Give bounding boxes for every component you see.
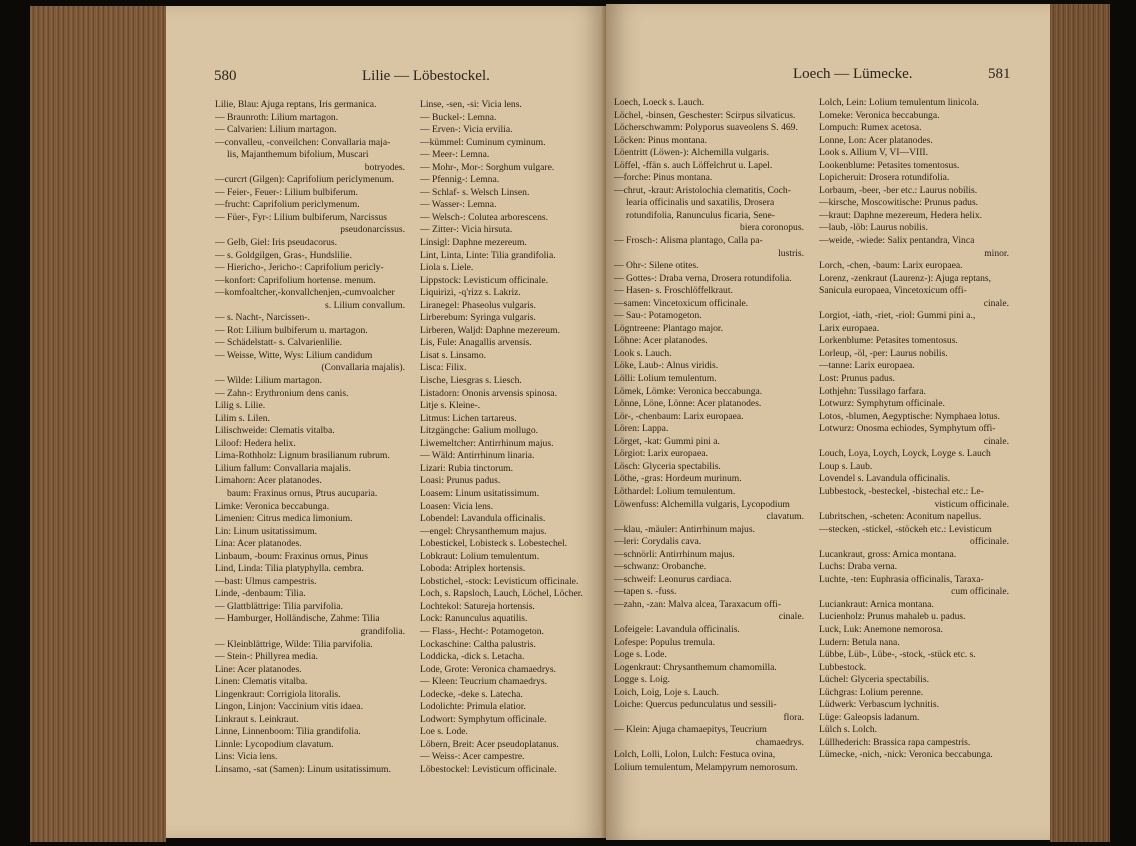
dictionary-entry-line: Lolch, Lein: Lolium temulentum linicola.	[819, 97, 979, 108]
dictionary-entry-line: Lönne, Löne, Lönne: Acer platanodes.	[614, 398, 762, 410]
dictionary-entry-line: Lüllhederich: Brassica rapa campestris.	[819, 736, 971, 748]
dictionary-entry-line: Lülch s. Lolch.	[819, 724, 878, 736]
dictionary-entry-line: Lüge: Galeopsis ladanum.	[819, 711, 920, 723]
dictionary-entry-line: officinale.	[970, 536, 1009, 548]
dictionary-entry-line: Lilim s. Lilen.	[215, 412, 270, 424]
dictionary-entry-line: Lolium temulentum, Melampyrum nemorosum.	[614, 761, 798, 773]
dictionary-entry-line: Lockaschine: Caltha palustris.	[420, 638, 536, 650]
dictionary-entry-line: Lorch, -chen, -baum: Larix europaea.	[819, 260, 963, 272]
right-page-number: 581	[988, 66, 1011, 82]
dictionary-entry-line: Lirberen, Waljd: Daphne mezereum.	[420, 324, 560, 336]
dictionary-entry-line: Lint, Linta, Linte: Tilia grandifolia.	[420, 249, 556, 261]
dictionary-entry-line: Lilig s. Lilie.	[215, 400, 266, 412]
dictionary-entry-line: — Füer-, Fyr-: Lilium bulbiferum, Narcissus	[215, 211, 388, 223]
dictionary-entry-line: Löffel, -ffän s. auch Löffelchrut u. Lapel.	[614, 159, 773, 171]
dictionary-entry-line: —schwanz: Orobanche.	[614, 561, 707, 573]
dictionary-entry-line: Liranegel: Phaseolus vulgaris.	[420, 299, 536, 311]
right-running-head: Loech — Lümecke.	[793, 66, 913, 82]
dictionary-entry-line: Liwemeltcher: Antirrhinum majus.	[420, 437, 554, 449]
dictionary-entry-line: Limenien: Citrus medica limonium.	[215, 513, 353, 525]
dictionary-entry-line: — Kleen: Teucrium chamaedrys.	[420, 676, 548, 688]
dictionary-entry-line: Löthardel: Lolium temulentum.	[614, 485, 736, 497]
dictionary-entry-line: cum officinale.	[951, 586, 1009, 598]
dictionary-entry-line: Logge s. Loig.	[614, 674, 670, 686]
dictionary-entry-line: Lodecke, -deke s. Latecha.	[420, 688, 523, 700]
dictionary-entry-line: Lizari: Rubia tinctorum.	[420, 462, 513, 474]
dictionary-entry-line: Limke: Veronica beccabunga.	[215, 500, 330, 512]
right-column-2	[819, 97, 1009, 762]
dictionary-entry-line: Linnle: Lycopodium clavatum.	[215, 738, 334, 750]
dictionary-entry-line: Lörgiot: Larix europaea.	[614, 448, 708, 460]
dictionary-entry-line: Loiche: Quercus pedunculatus und sessili-	[614, 699, 777, 711]
dictionary-entry-line: Liloof: Hedera helix.	[215, 437, 296, 449]
dictionary-entry-line: — Welsch-: Colutea arborescens.	[420, 211, 548, 223]
dictionary-entry-line: Lis, Fule: Anagallis arvensis.	[420, 337, 532, 349]
dictionary-entry-line: — Feier-, Feuer-: Lilium bulbiferum.	[215, 186, 358, 198]
dictionary-entry-line: — s. Goldgilgen, Gras-, Hundslilie.	[215, 249, 352, 261]
dictionary-entry-line: —forche: Pinus montana.	[614, 172, 713, 184]
dictionary-entry-line: Lofeigele: Lavandula officinalis.	[614, 623, 740, 635]
dictionary-entry-line: — Rot: Lilium bulbiferum u. martagon.	[215, 324, 368, 336]
dictionary-entry-line: Löhne: Acer platanodes.	[614, 335, 708, 347]
dictionary-entry-line: — Wäld: Antirrhinum linaria.	[420, 450, 535, 462]
dictionary-entry-line: Lompuch: Rumex acetosa.	[819, 122, 922, 134]
dictionary-entry-line: Lin: Linum usitatissimum.	[215, 525, 318, 537]
right-column-1	[614, 97, 804, 775]
dictionary-entry-line: Litzgängche: Galium mollugo.	[420, 425, 539, 437]
dictionary-entry-line: Lische, Liesgras s. Liesch.	[420, 375, 522, 387]
dictionary-entry-line: — Braunroth: Lilium martagon.	[215, 111, 339, 123]
dictionary-entry-line: cinale.	[778, 611, 804, 623]
dictionary-entry-line: Lorgiot, -iath, -riet, -riol: Gummi pini a.,	[819, 310, 976, 322]
dictionary-entry-line: Lisca: Filix.	[420, 362, 467, 374]
dictionary-entry-line: Löbern, Breit: Acer pseudoplatanus.	[420, 738, 559, 750]
dictionary-entry-line: —schnörli: Antirrhinum majus.	[614, 548, 735, 560]
dictionary-entry-line: — Pfennig-: Lemna.	[420, 174, 500, 186]
dictionary-entry-line: Lubritschen, -scheten: Aconitum napellus.	[819, 511, 982, 523]
dictionary-entry-line: Lothjehn: Tussilago farfara.	[819, 385, 926, 397]
dictionary-entry-line: cinale.	[983, 435, 1009, 447]
dictionary-entry-line: Loddicka, -dick s. Letacha.	[420, 651, 525, 663]
dictionary-entry-line: Lodwort: Symphytum officinale.	[420, 713, 547, 725]
dictionary-entry-line: Lolch, Lolli, Lolon, Lulch: Festuca ovina,	[614, 749, 776, 761]
left-page-edges	[30, 6, 166, 842]
left-page	[166, 6, 606, 838]
dictionary-entry-line: —laub, -löb: Laurus nobilis.	[819, 222, 928, 234]
dictionary-entry-line: Larix europaea.	[819, 322, 880, 334]
dictionary-entry-line: Linne, Linnenboom: Tilia grandifolia.	[215, 726, 361, 738]
dictionary-entry-line: —convalleu, -conveilchen: Convallaria maja-	[215, 136, 391, 148]
dictionary-entry-line: Liola s. Liele.	[420, 262, 474, 274]
dictionary-entry-line: Ludern: Betula nana.	[819, 636, 900, 648]
dictionary-entry-line: —konfort: Caprifolium hortense. menum.	[215, 274, 376, 286]
dictionary-entry-line: — Sau-: Potamogeton.	[614, 310, 702, 322]
dictionary-entry-line: Lotos, -blumen, Aegyptische: Nymphaea lotus.	[819, 410, 1000, 422]
dictionary-entry-line: Limahorn: Acer platanodes.	[215, 475, 322, 487]
dictionary-entry-line: Lina: Acer platanodes.	[215, 538, 302, 550]
dictionary-entry-line: Listadorn: Ononis arvensis spinosa.	[420, 387, 557, 399]
dictionary-entry-line: —tapen s. -fuss.	[614, 586, 677, 598]
dictionary-entry-line: Löchel, -binsen, Geschester: Scirpus silvaticus.	[614, 109, 796, 121]
dictionary-entry-line: Lomeke: Veronica beccabunga.	[819, 109, 940, 121]
dictionary-entry-line: — Klein: Ajuga chamaepitys, Teucrium	[614, 724, 767, 736]
dictionary-entry-line: Luciankraut: Arnica montana.	[819, 598, 934, 610]
dictionary-entry-line: Lock: Ranunculus aquatilis.	[420, 613, 528, 625]
dictionary-entry-line: —curcrt (Gilgen): Caprifolium periclymenum.	[215, 174, 395, 186]
dictionary-entry-line: Linde, -denbaum: Tilia.	[215, 588, 306, 600]
dictionary-entry-line: cinale.	[983, 297, 1009, 309]
dictionary-entry-line: (Convallaria majalis).	[321, 362, 405, 374]
dictionary-entry-line: Luchs: Draba verna.	[819, 561, 898, 573]
dictionary-entry-line: Loup s. Laub.	[819, 460, 873, 472]
left-running-head: Lilie — Löbestockel.	[362, 68, 490, 84]
dictionary-entry-line: Lüchel: Glyceria spectabilis.	[819, 674, 930, 686]
dictionary-entry-line: Lippstock: Levisticum officinale.	[420, 274, 548, 286]
dictionary-entry-line: learia officinalis und saxatilis, Drosera	[626, 197, 775, 209]
dictionary-entry-line: Lima-Rothholz: Lignum brasilianum rubrum.	[215, 450, 390, 462]
dictionary-entry-line: — Hamburger, Holländische, Zahme: Tilia	[215, 613, 380, 625]
dictionary-entry-line: Lubbestock, -besteckel, -bistechal etc.: Le-	[819, 485, 984, 497]
dictionary-entry-line: Löcherschwamm: Polyporus suaveolens S. 469.	[614, 122, 798, 134]
dictionary-entry-line: Lösch: Glyceria spectabilis.	[614, 460, 721, 472]
left-column-2	[420, 99, 610, 777]
dictionary-entry-line: — Hasen- s. Froschlöffelkraut.	[614, 285, 733, 297]
right-page-edges	[1050, 4, 1110, 842]
dictionary-entry-line: — Schlaf- s. Welsch Linsen.	[420, 186, 530, 198]
dictionary-entry-line: Loasem: Linum usitatissimum.	[420, 487, 540, 499]
left-column-1	[215, 99, 405, 777]
dictionary-entry-line: Litje s. Kleine-.	[420, 400, 481, 412]
dictionary-entry-line: — Weiss-: Acer campestre.	[420, 751, 525, 763]
dictionary-entry-line: — Zahn-: Erythronium dens canis.	[215, 387, 349, 399]
dictionary-entry-line: Lovendel s. Lavandula officinalis.	[819, 473, 951, 485]
dictionary-entry-line: Lonne, Lon: Acer platanodes.	[819, 134, 933, 146]
dictionary-entry-line: —kraut: Daphne mezereum, Hedera helix.	[819, 209, 983, 221]
dictionary-entry-line: Lode, Grote: Veronica chamaedrys.	[420, 663, 556, 675]
dictionary-entry-line: —klau, -mäuler: Antirrhinum majus.	[614, 523, 755, 535]
dictionary-entry-line: Logenkraut: Chrysanthemum chamomilla.	[614, 661, 777, 673]
dictionary-entry-line: Lubbestock.	[819, 661, 867, 673]
dictionary-entry-line: —engel: Chrysanthemum majus.	[420, 525, 547, 537]
dictionary-entry-line: Linbaum, -boum: Fraxinus ornus, Pinus	[215, 550, 368, 562]
dictionary-entry-line: — Ohr-: Silene otites.	[614, 260, 699, 272]
dictionary-entry-line: biera coronopus.	[740, 222, 804, 234]
dictionary-entry-line: Lirberebum: Syringa vulgaris.	[420, 312, 536, 324]
dictionary-entry-line: Lobendel: Lavandula officinalis.	[420, 513, 546, 525]
dictionary-entry-line: — s. Nacht-, Narcissen-.	[215, 312, 310, 324]
dictionary-entry-line: Lingon, Linjon: Vaccinium vitis idaea.	[215, 701, 363, 713]
right-page	[606, 4, 1050, 840]
dictionary-entry-line: Luchte, -ten: Euphrasia officinalis, Taraxa-	[819, 573, 984, 585]
dictionary-entry-line: — Stein-: Phillyrea media.	[215, 651, 318, 663]
dictionary-entry-line: Lotwurz: Onosma echiodes, Symphytum offi-	[819, 423, 996, 435]
dictionary-entry-line: Linsamo, -sat (Samen): Linum usitatissimum.	[215, 763, 391, 775]
dictionary-entry-line: —schweif: Leonurus cardiaca.	[614, 573, 732, 585]
dictionary-entry-line: Loasi: Prunus padus.	[420, 475, 501, 487]
dictionary-entry-line: Löbestockel: Levisticum officinale.	[420, 763, 557, 775]
dictionary-entry-line: — Calvarien: Lilium martagon.	[215, 124, 337, 136]
dictionary-entry-line: Lost: Prunus padus.	[819, 373, 895, 385]
dictionary-entry-line: Liquirizi, -q'rizz s. Lakriz.	[420, 287, 521, 299]
dictionary-entry-line: Loech, Loeck s. Lauch.	[614, 97, 705, 108]
dictionary-entry-line: clavatum.	[766, 511, 804, 523]
dictionary-entry-line: grandifolia.	[360, 625, 405, 637]
dictionary-entry-line: Loe s. Lode.	[420, 726, 468, 738]
dictionary-entry-line: Lochtekol: Satureja hortensis.	[420, 600, 535, 612]
dictionary-entry-line: — Gottes-: Draba verna, Drosera rotundifolia.	[614, 272, 792, 284]
dictionary-entry-line: — Gelb, Giel: Iris pseudacorus.	[215, 237, 338, 249]
dictionary-entry-line: Lopicheruit: Drosera rotundifolia.	[819, 172, 950, 184]
dictionary-entry-line: lustris.	[778, 247, 804, 259]
dictionary-entry-line: Lucienholz: Prunus mahaleb u. padus.	[819, 611, 966, 623]
dictionary-entry-line: Lömek, Lömke: Veronica beccabunga.	[614, 385, 763, 397]
dictionary-entry-line: Linen: Clematis vitalba.	[215, 676, 308, 688]
dictionary-entry-line: Lisat s. Linsamo.	[420, 349, 487, 361]
dictionary-entry-line: Lobestickel, Lobisteck s. Lobestechel.	[420, 538, 568, 550]
dictionary-entry-line: Lilium fallum: Convallaria majalis.	[215, 462, 351, 474]
dictionary-entry-line: — Meer-: Lemna.	[420, 149, 490, 161]
dictionary-entry-line: — Erven-: Vicia ervilia.	[420, 124, 513, 136]
dictionary-entry-line: Linkraut s. Leinkraut.	[215, 713, 299, 725]
dictionary-entry-line: —samen: Vincetoxicum officinale.	[614, 297, 749, 309]
dictionary-entry-line: Loboda: Atriplex hortensis.	[420, 563, 526, 575]
dictionary-entry-line: Lingenkraut: Corrigiola litoralis.	[215, 688, 341, 700]
dictionary-entry-line: Look s. Lauch.	[614, 347, 672, 359]
dictionary-entry-line: Loich, Loig, Loje s. Lauch.	[614, 686, 719, 698]
dictionary-entry-line: Lögntreene: Plantago major.	[614, 322, 723, 334]
dictionary-entry-line: — Zitter-: Vicia hirsuta.	[420, 224, 513, 236]
dictionary-entry-line: —bast: Ulmus campestris.	[215, 575, 317, 587]
dictionary-entry-line: — Hiericho-, Jericho-: Caprifolium pericly-	[215, 262, 384, 274]
dictionary-entry-line: pseudonarcissus.	[340, 224, 405, 236]
dictionary-entry-line: Lilie, Blau: Ajuga reptans, Iris germanica.	[215, 99, 377, 110]
dictionary-entry-line: —weide, -wiede: Salix pentandra, Vinca	[819, 235, 975, 247]
dictionary-entry-line: Line: Acer platanodes.	[215, 663, 302, 675]
dictionary-entry-line: — Weisse, Witte, Wys: Lilium candidum	[215, 349, 373, 361]
dictionary-entry-line: Lörget, -kat: Gummi pini a.	[614, 435, 720, 447]
dictionary-entry-line: —zahn, -zan: Malva alcea, Taraxacum offi-	[614, 598, 782, 610]
dictionary-entry-line: Lobkraut: Lolium temulentum.	[420, 550, 540, 562]
dictionary-entry-line: — Wasser-: Lemna.	[420, 199, 497, 211]
dictionary-entry-line: Lodolichte: Primula elatior.	[420, 701, 526, 713]
dictionary-entry-line: —tanne: Larix europaea.	[819, 360, 915, 372]
dictionary-entry-line: Lüchgras: Lolium perenne.	[819, 686, 924, 698]
dictionary-entry-line: Litmus: Lichen tartareus.	[420, 412, 517, 424]
dictionary-entry-line: Lören: Lappa.	[614, 423, 669, 435]
dictionary-entry-line: rotundifolia, Ranunculus ficaria, Sene-	[626, 209, 775, 221]
dictionary-entry-line: Löcken: Pinus montana.	[614, 134, 707, 146]
dictionary-entry-line: flora.	[783, 711, 804, 723]
dictionary-entry-line: — Kleinblättrige, Wilde: Tilia parvifolia.	[215, 638, 373, 650]
dictionary-entry-line: Löke, Laub-: Alnus viridis.	[614, 360, 719, 372]
dictionary-entry-line: —chrut, -kraut: Aristolochia clematitis, Coch-	[614, 184, 791, 196]
dictionary-entry-line: chamaedrys.	[755, 736, 804, 748]
dictionary-entry-line: —komfoaltcher,-konvallchenjen,-cumvoalcher	[215, 287, 395, 299]
dictionary-entry-line: —frucht: Caprifolium periclymenum.	[215, 199, 360, 211]
dictionary-entry-line: —leri: Corydalis cava.	[614, 536, 702, 548]
dictionary-entry-line: — Wilde: Lilium martagon.	[215, 375, 323, 387]
dictionary-entry-line: Look s. Allium V, VI—VIII.	[819, 147, 929, 159]
dictionary-entry-line: Lotwurz: Symphytum officinale.	[819, 398, 945, 410]
left-page-number: 580	[214, 68, 237, 84]
dictionary-entry-line: Lüdwerk: Verbascum lychnitis.	[819, 699, 939, 711]
dictionary-entry-line: baum: Fraxinus ornus, Ptrus aucuparia.	[227, 487, 378, 499]
dictionary-entry-line: Sanicula europaea, Vincetoxicum offi-	[819, 285, 967, 297]
dictionary-entry-line: — Buckel-: Lemna.	[420, 111, 497, 123]
dictionary-entry-line: s. Lilium convallum.	[325, 299, 405, 311]
dictionary-entry-line: Löthe, -gras: Hordeum murinum.	[614, 473, 742, 485]
dictionary-entry-line: Lorbaum, -beer, -ber etc.: Laurus nobilis.	[819, 184, 978, 196]
dictionary-entry-line: — Frosch-: Alisma plantago, Calla pa-	[614, 235, 763, 247]
dictionary-entry-line: —stecken, -stickel, -stöckeh etc.: Levisticum	[819, 523, 992, 535]
dictionary-entry-line: Lofespe: Populus tremula.	[614, 636, 715, 648]
dictionary-entry-line: lis, Majanthemum bifolium, Muscari	[227, 149, 369, 161]
dictionary-entry-line: Löentritt (Löwen-): Alchemilla vulgaris.	[614, 147, 770, 159]
dictionary-entry-line: Lorkenblume: Petasites tomentosus.	[819, 335, 958, 347]
dictionary-entry-line: — Glattblättrige: Tilia parvifolia.	[215, 600, 343, 612]
dictionary-entry-line: Lör-, -chenbaum: Larix europaea.	[614, 410, 744, 422]
dictionary-entry-line: — Mohr-, Mor-: Sorghum vulgare.	[420, 161, 555, 173]
dictionary-entry-line: Lilischweide: Clematis vitalba.	[215, 425, 335, 437]
dictionary-entry-line: Lölli: Lolium temulentum.	[614, 373, 717, 385]
dictionary-entry-line: Lübbe, Lüb-, Lübe-, -stock, -stück etc. s.	[819, 649, 976, 661]
dictionary-entry-line: Löwenfuss: Alchemilla vulgaris, Lycopodium	[614, 498, 790, 510]
dictionary-entry-line: Lorenz, -zenkraut (Laurenz-): Ajuga reptans,	[819, 272, 992, 284]
dictionary-entry-line: Lind, Linda: Tilia platyphylla. cembra.	[215, 563, 364, 575]
dictionary-entry-line: Louch, Loya, Loych, Loyck, Loyge s. Lauch	[819, 448, 991, 460]
dictionary-entry-line: — Schädelstatt- s. Calvarienlilie.	[215, 337, 343, 349]
dictionary-entry-line: —kirsche, Moscowitische: Prunus padus.	[819, 197, 979, 209]
dictionary-entry-line: Lobstichel, -stock: Levisticum officinale.	[420, 575, 579, 587]
dictionary-entry-line: Linsigl: Daphne mezereum.	[420, 237, 527, 249]
dictionary-entry-line: — Flass-, Hecht-: Potamogeton.	[420, 625, 544, 637]
dictionary-entry-line: Linse, -sen, -si: Vicia lens.	[420, 99, 522, 110]
dictionary-entry-line: visticum officinale.	[934, 498, 1009, 510]
dictionary-entry-line: Loge s. Lode.	[614, 649, 667, 661]
dictionary-entry-line: Lucankraut, gross: Arnica montana.	[819, 548, 957, 560]
dictionary-entry-line: Luck, Luk: Anemone nemorosa.	[819, 623, 943, 635]
dictionary-entry-line: Loasen: Vicia lens.	[420, 500, 494, 512]
dictionary-entry-line: —kümmel: Cuminum cyminum.	[420, 136, 546, 148]
dictionary-entry-line: Lümecke, -nich, -nick: Veronica beccabunga.	[819, 749, 993, 761]
dictionary-entry-line: Lorleup, -öl, -per: Laurus nobilis.	[819, 347, 948, 359]
dictionary-entry-line: Lookenblume: Petasites tomentosus.	[819, 159, 960, 171]
dictionary-entry-line: botryodes.	[364, 161, 405, 173]
dictionary-entry-line: minor.	[984, 247, 1009, 259]
dictionary-entry-line: Loch, s. Rapsloch, Lauch, Löchel, Löcher.	[420, 588, 583, 600]
dictionary-entry-line: Lins: Vicia lens.	[215, 751, 278, 763]
